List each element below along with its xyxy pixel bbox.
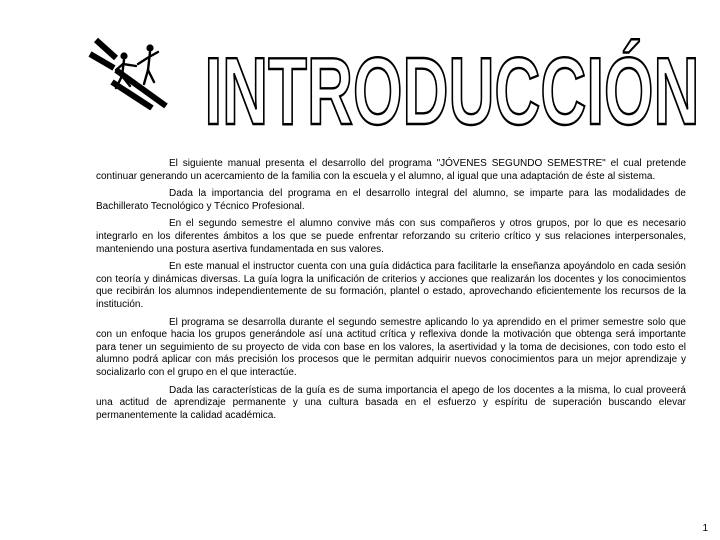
paragraph: El siguiente manual presenta el desarrollo del programa "JÓVENES SEGUNDO SEMESTRE" el cual pretende continuar generando un acercamiento de la familia con la escuela y el alumno, al igual que una adaptación de éste al sistema. <box>96 158 686 182</box>
introduction-body <box>96 158 686 427</box>
page-number: 1 <box>702 523 708 534</box>
people-dancing-logo-icon <box>86 30 176 110</box>
paragraph: En el segundo semestre el alumno convive más con sus compañeros y otros grupos, por lo que es necesario integrarlo en los diferentes ámbitos a los que se puede enfrentar reforzando su criterio crítico y sus relaciones interpersonales, manteniendo una postura asertiva fundamentada en sus valores. <box>96 218 686 255</box>
page-title-text: INTRODUCCIÓN <box>204 38 700 130</box>
paragraph: En este manual el instructor cuenta con una guía didáctica para facilitarle la enseñanza apoyándolo en cada sesión con teoría y dinámicas diversas. La guía logra la unificación de criterios y acciones que realizarán los docentes y los conocimientos que recibirán los alumnos independientemente de su formación, plantel o estado, aprovechando eficientemente los recursos de la institución. <box>96 261 686 310</box>
paragraph: Dada las características de la guía es de suma importancia el apego de los docentes a la misma, lo cual proveerá una actitud de aprendizaje permanente y una cultura basada en el esfuerzo y espíritu de superación buscando elevar permanentemente la calidad académica. <box>96 384 686 421</box>
paragraph: Dada la importancia del programa en el desarrollo integral del alumno, se imparte para las modalidades de Bachillerato Tecnológico y Técnico Profesional. <box>96 188 686 212</box>
page-title <box>200 14 705 130</box>
paragraph: El programa se desarrolla durante el segundo semestre aplicando lo ya aprendido en el primer semestre solo que con un enfoque hacia los grupos generándole así una actitud crítica y reflexiva donde la motivación que obtenga será importante para tener un seguimiento de su proyecto de vida con base en los valores, la asertividad y la toma de decisiones, con todo esto el alumno podrá aplicar con más precisión los procesos que le permitan adquirir nuevos conocimientos para un mejor aprendizaje y socializarlo con el grupo en el que interactúe. <box>96 316 686 378</box>
